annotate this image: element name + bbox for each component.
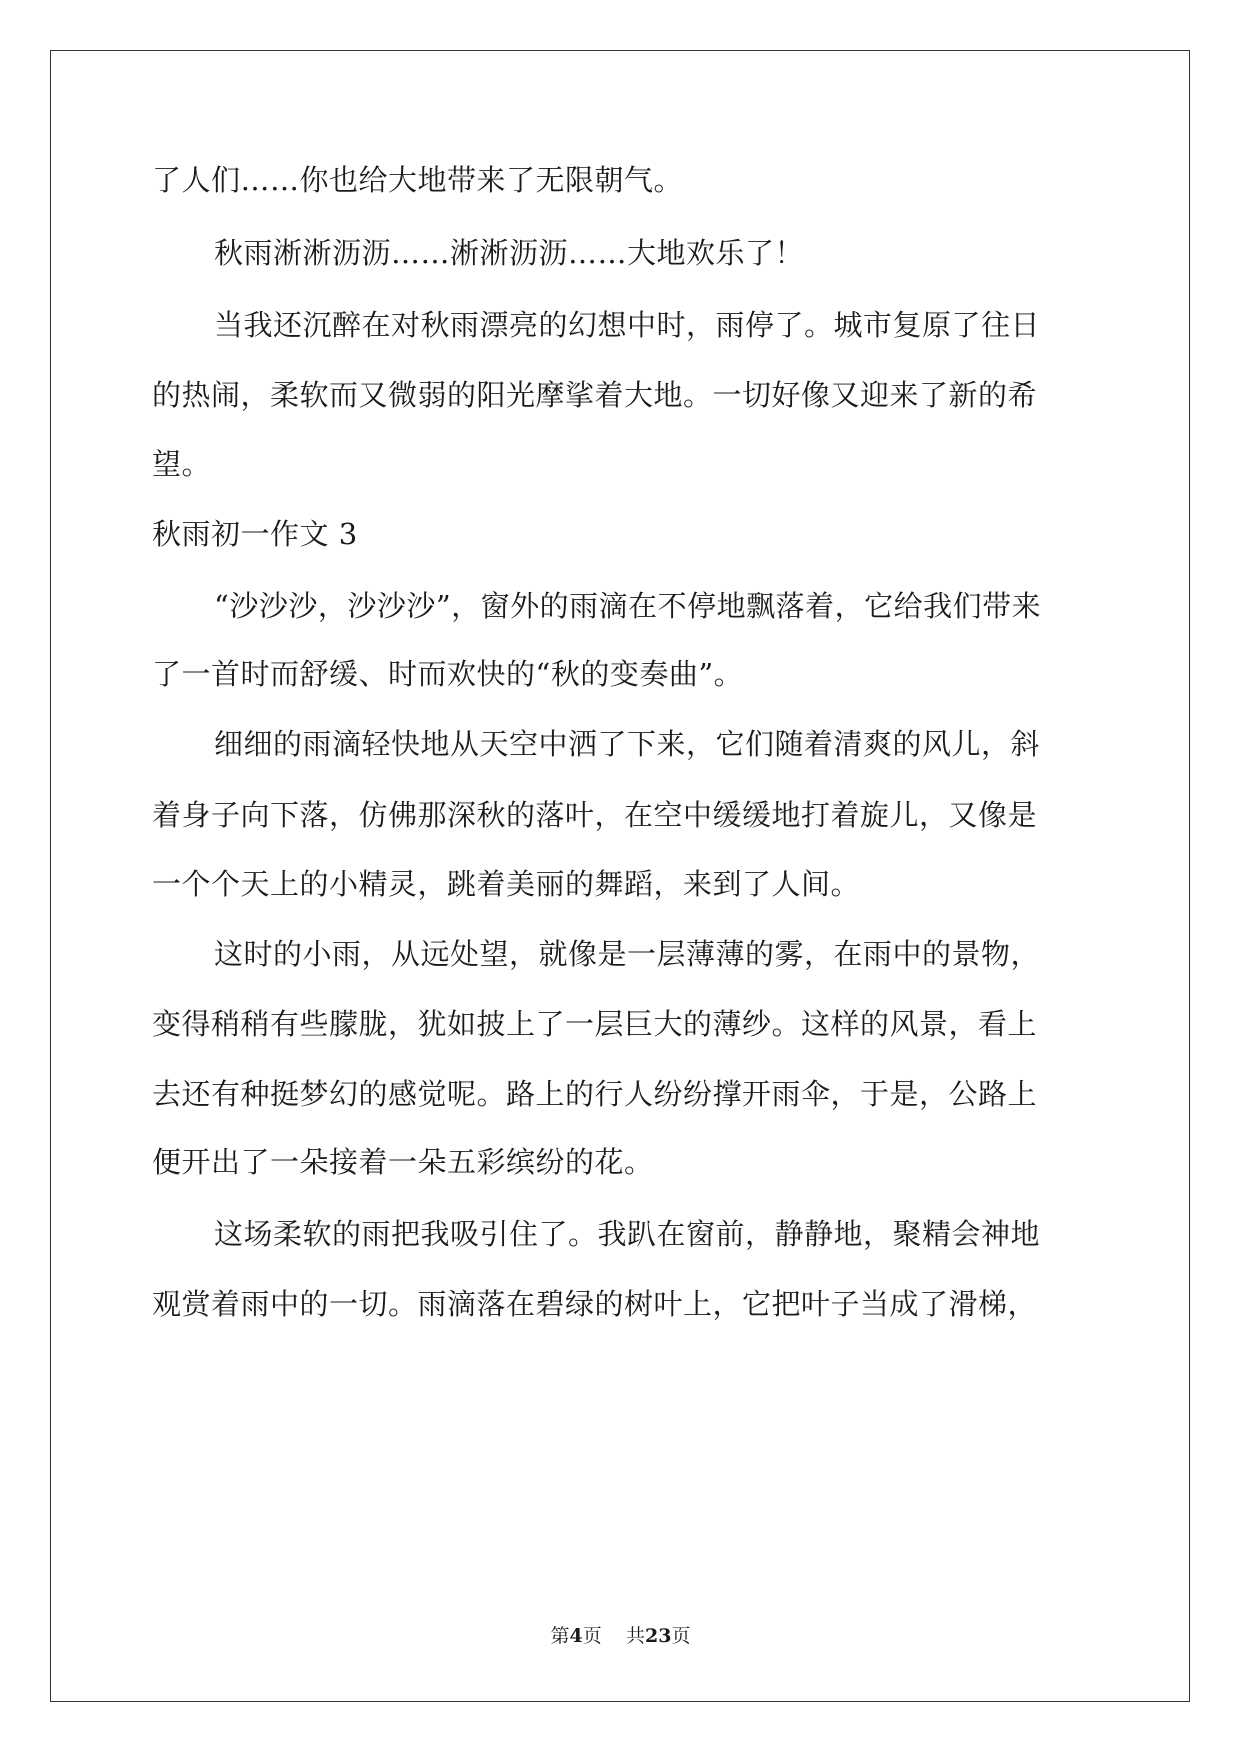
- text-line: 的热闹，柔软而又微弱的阳光摩挲着大地。一切好像又迎来了新的希: [152, 378, 1038, 412]
- page-number: 4: [569, 1625, 583, 1647]
- page-suffix: 页: [582, 1625, 602, 1647]
- text-line: 便开出了一朵接着一朵五彩缤纷的花。: [152, 1145, 654, 1179]
- text-line: 这场柔软的雨把我吸引住了。我趴在窗前，静静地，聚精会神地: [214, 1217, 1041, 1251]
- page-footer: [0, 1624, 1241, 1648]
- text-line: 去还有种挺梦幻的感觉呢。路上的行人纷纷撑开雨伞，于是，公路上: [152, 1077, 1038, 1111]
- total-suffix: 页: [671, 1625, 691, 1647]
- total-pages: 23: [644, 1625, 672, 1647]
- text-line: 变得稍稍有些朦胧，犹如披上了一层巨大的薄纱。这样的风景，看上: [152, 1007, 1038, 1041]
- text-line: 秋雨淅淅沥沥……淅淅沥沥……大地欢乐了！: [214, 236, 805, 270]
- text-line: 这时的小雨，从远处望，就像是一层薄薄的雾，在雨中的景物，: [214, 937, 1041, 971]
- text-line: 一个个天上的小精灵，跳着美丽的舞蹈，来到了人间。: [152, 867, 861, 901]
- text-line: 了一首时而舒缓、时而欢快的“秋的变奏曲”。: [152, 657, 744, 691]
- total-prefix: 共: [625, 1625, 645, 1647]
- text-line: 当我还沉醉在对秋雨漂亮的幻想中时，雨停了。城市复原了往日: [214, 308, 1041, 342]
- text-line: 细细的雨滴轻快地从天空中洒了下来，它们随着清爽的风儿，斜: [214, 727, 1041, 761]
- text-line: 了人们……你也给大地带来了无限朝气。: [152, 163, 684, 197]
- text-line: 望。: [152, 447, 212, 481]
- text-line: “沙沙沙，沙沙沙”，窗外的雨滴在不停地飘落着，它给我们带来: [214, 589, 1042, 623]
- section-heading: 秋雨初一作文 3: [152, 517, 358, 551]
- page-prefix: 第: [550, 1625, 570, 1647]
- text-line: 着身子向下落，仿佛那深秋的落叶，在空中缓缓地打着旋儿，又像是: [152, 798, 1038, 832]
- text-line: 观赏着雨中的一切。雨滴落在碧绿的树叶上，它把叶子当成了滑梯，: [152, 1287, 1038, 1321]
